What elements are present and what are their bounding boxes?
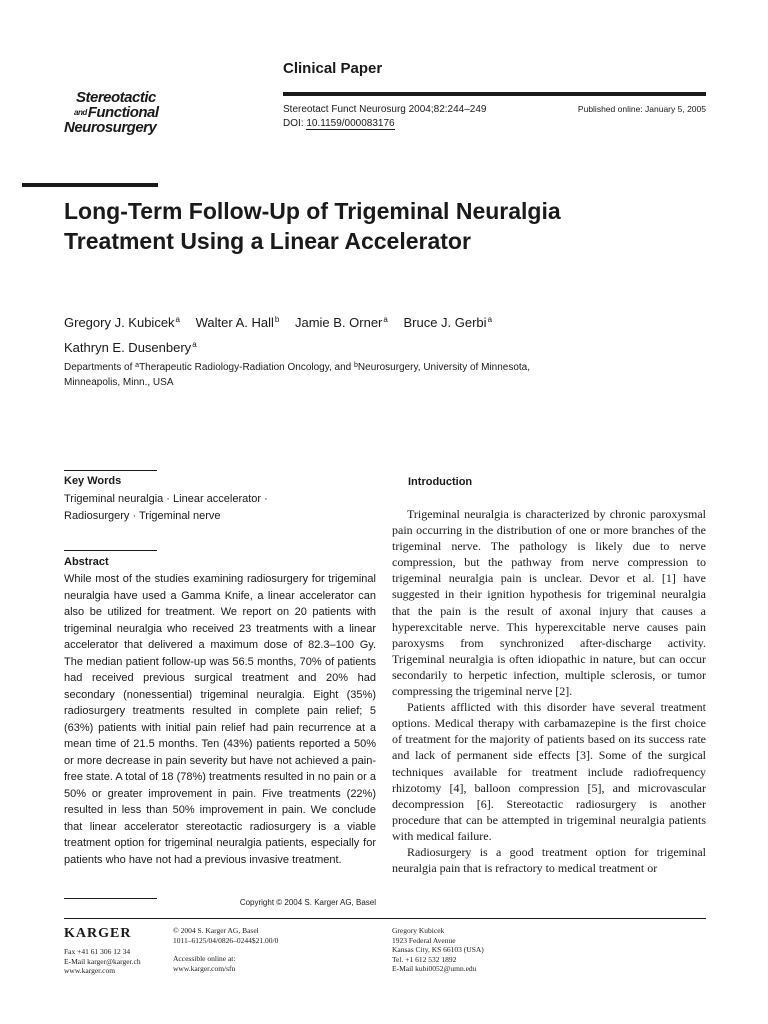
- paragraph: Patients afflicted with this disorder have several treatment options. Medical therapy with carbamazepine is the first choice of treatment for the majority of patients based on its success rate and lack of permanent side effects [3]. Some of the surgical techniques available for treatment include radiofrequency rhizotomy [4], balloon compression [5], and microvascular decompression [6]. Stereotactic radiosurgery is another procedure that can be attempted in trigeminal neuralgia patients with medical failure.: [392, 700, 706, 843]
- publisher-email[interactable]: E-Mail karger@karger.ch: [64, 956, 141, 966]
- abstract-heading: Abstract: [64, 556, 109, 568]
- affiliations: Departments of $^a$Therapeutic Radiology-Radiation Oncology, and $^b$Neurosurgery, University of Minnesota, Minneapolis, Minn., USA: [64, 362, 531, 388]
- abstract-rule: [64, 550, 157, 551]
- logo-and: and: [74, 108, 87, 117]
- logo-line-3: Neurosurgery: [64, 119, 157, 136]
- header-rule: [283, 92, 706, 96]
- journal-citation: [283, 103, 486, 131]
- section-label: Clinical Paper: [283, 60, 383, 77]
- article-title: Long-Term Follow-Up of Trigeminal Neuralgia Treatment Using a Linear Accelerator: [64, 198, 561, 254]
- author: Jamie B. Orner$^a$: [294, 315, 388, 330]
- paragraph: Trigeminal neuralgia is characterized by chronic paroxysmal pain occurring in the distribution of one or more branches of the trigeminal nerve. The pathology is likely due to nerve compression, but the pathway from nerve compression to trigeminal neuralgia pain is unclear. Devor et al. [1] have suggested in their ignition hypothesis for trigeminal neuralgia that the pain is the result of axonal injury that causes a hyperexcitable nerve. This hyperexcitable nerve causes pain paroxysms from synchronized after-discharge activity. Trigeminal neuralgia is often idiopathic in nature, but can occur secondarily to herpetic infection, multiple sclerosis, or tumor compressing the trigeminal nerve [2].: [392, 507, 706, 699]
- author: Gregory J. Kubicek$^a$: [64, 315, 180, 330]
- abstract-copyright: Copyright © 2004 S. Karger AG, Basel: [239, 898, 376, 907]
- keywords-rule: [64, 470, 157, 471]
- introduction-heading: Introduction: [408, 476, 473, 488]
- doi-prefix: DOI:: [283, 118, 307, 129]
- author: Walter A. Hall$^b$: [195, 315, 280, 330]
- journal-logo: [62, 90, 192, 135]
- keywords-heading: Key Words: [64, 475, 122, 487]
- logo-line-2: [62, 105, 192, 120]
- publisher-contact: Fax +41 61 306 12 34 E-Mail karger@karger.ch www.karger.com: [64, 947, 141, 975]
- abstract-end-rule: [64, 898, 157, 899]
- doi-line: [283, 117, 486, 131]
- footer-rule: [64, 918, 706, 919]
- author: Bruce J. Gerbi$^a$: [403, 315, 493, 330]
- logo-functional: Functional: [87, 104, 159, 121]
- paragraph: Radiosurgery is a good treatment option for trigeminal neuralgia pain that is refractory to medical treatment or: [392, 844, 706, 876]
- published-date: Published online: January 5, 2005: [577, 104, 706, 114]
- title-rule: [22, 183, 158, 187]
- correspondence-address: Gregory Kubicek 1923 Federal Avenue Kansas City, KS 66103 (USA) Tel. +1 612 532 1892 E-Mail kubi0052@umn.edu: [392, 926, 484, 973]
- copyright-info: © 2004 S. Karger AG, Basel 1011–6125/04/0826–0244$21.00/0 Accessible online at: www.karger.com/sfn: [173, 926, 279, 973]
- doi-link[interactable]: 10.1159/000083176: [306, 118, 395, 129]
- author: Kathryn E. Dusenbery$^a$: [64, 340, 197, 355]
- contact-email[interactable]: E-Mail kubi0052@umn.edu: [392, 964, 477, 973]
- introduction-body: [392, 506, 706, 876]
- logo-line-1: Stereotactic: [76, 89, 156, 106]
- publisher-website[interactable]: www.karger.com: [64, 966, 116, 975]
- author-list: [64, 309, 624, 359]
- abstract-text: While most of the studies examining radiosurgery for trigeminal neuralgia have used a Gamma Knife, a linear accelerator can also be utilized for treatment. We report on 20 patients with trigeminal neuralgia who received 23 treatments with a linear accelerator that delivered a maximum dose of 82.3–100 Gy. The median patient follow-up was 56.5 months, 70% of patients had received previous surgical treatment and 20% had secondary (nonessential) trigeminal neuralgia. Eight (35%) radiosurgery treatments resulted in complete pain relief; 5 (63%) patients with initial pain relief had pain recurrence at a mean time of 21.5 months. Ten (43%) patients reported a 50% or more decrease in pain severity but have not achieved a pain-free state. A total of 18 (78%) treatments resulted in no pain or a 50% or greater improvement in pain. Five treatments (22%) resulted in less than 50% improvement in pain. We conclude that linear accelerator stereotactic radiosurgery is a viable treatment option for trigeminal neuralgia patients, especially for patients who have not had a previous invasive treatment.: [64, 573, 376, 866]
- journal-website[interactable]: www.karger.com/sfn: [173, 963, 236, 973]
- citation-text: Stereotact Funct Neurosurg 2004;82:244–249: [283, 104, 487, 115]
- publisher-logo: KARGER: [64, 926, 132, 941]
- keywords-text: Trigeminal neuralgia · Linear accelerator · Radiosurgery · Trigeminal nerve: [64, 493, 268, 522]
